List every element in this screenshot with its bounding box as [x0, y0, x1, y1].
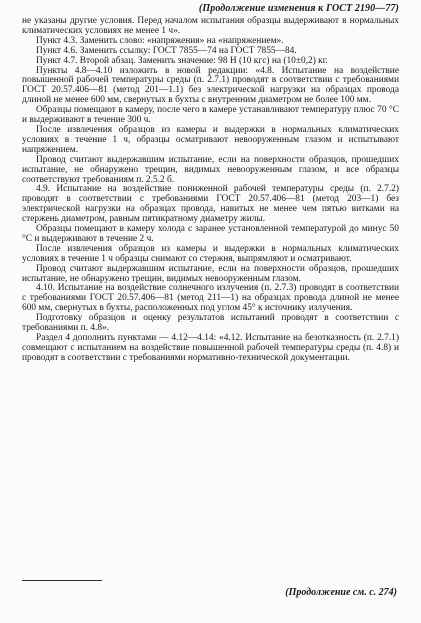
paragraph: не указаны другие условия. Перед началом испытания образцы выдерживают в нормальных климатических условиях не менее 1 ч». [22, 16, 399, 36]
paragraph: Пункт 4.3. Заменить слово: «напряжения» на «напряжением». [36, 35, 284, 46]
paragraph: Пункты 4.8—4.10 изложить в новой редакции: «4.8. Испытание на воздействие повышенной рабочей температуры среды (п. 2.7.1) проводят в соответствии с требованиями ГОСТ 20.57.406—81 (метод 201—1.1) без электрической нагрузки на образцах провода длиной не менее 600 мм, свернутых в бухты с внутренним диаметром не более 100 мм. [22, 65, 399, 106]
paragraph: Образцы помещают в камеру холода с заранее установленной температурой до минус 50 °С и выдерживают в течение 2 ч. [22, 224, 399, 244]
document-body [22, 17, 399, 364]
continuation-header: (Продолжение изменения к ГОСТ 2190—77) [198, 3, 399, 14]
paragraph: Пункт 4.7. Второй абзац. Заменить значение: 98 Н (10 кгс) на (10±0,2) кг. [36, 55, 328, 66]
paragraph: Раздел 4 дополнить пунктами — 4.12—4.14: «4.12. Испытание на безотказность (п. 2.7.1) совмещают с испытанием на воздействие повышенной рабочей температуры среды (п. 4.8) и проводят в соответствии с требованиями нормативно-технической документации. [22, 333, 399, 363]
paragraph: 4.9. Испытание на воздействие пониженной рабочей температуры среды (п. 2.7.2) проводят в соответствии с требованиями ГОСТ 20.57.406—81 (метод 203—1) без электрической нагрузки на образцах провода, навитых не менее чем пятью витками на стержень диаметром, равным пятикратному диаметру жилы. [22, 184, 399, 225]
paragraph: Подготовку образцов и оценку результатов испытаний проводят в соответствии с требованиями п. 4.8». [22, 313, 399, 334]
paragraph: После извлечения образцов из камеры и выдержки в нормальных климатических условиях в течение 1 ч, образцы осматривают невооруженным глазом и испытывают напряжением. [22, 124, 399, 155]
paragraph: Пункт 4.6. Заменить ссылку: ГОСТ 7855—74 на ГОСТ 7855—84. [36, 45, 297, 56]
paragraph: Образцы помещают в камеру, после чего в камере устанавливают температуру плюс 70 °С и выдерживают в течение 300 ч. [22, 105, 399, 126]
paragraph: Провод считают выдержавшим испытание, если на поверхности образцов, прошедших испытание, не обнаружено трещин, видимых невооруженным глазом. [22, 263, 399, 284]
paragraph: После извлечения образцов из камеры и выдержки в нормальных климатических условиях в течение 1 ч образцы снимают со стержня, выпрямляют и осматривают. [22, 243, 399, 264]
footnote-divider [22, 580, 102, 581]
paragraph: Провод считают выдержавшим испытание, если на поверхности образцов, прошедших испытание, не обнаружено трещин, видимых невооруженным глазом, и все образцы соответствуют требованиям п. 2.5.2 б. [22, 154, 399, 185]
continuation-footer: (Продолжение см. с. 274) [285, 587, 397, 598]
paragraph: 4.10. Испытание на воздействие солнечного излучения (п. 2.7.3) проводят в соответствии с требованиями ГОСТ 20.57.406—81 (метод 211—1) на образцах провода длиной не менее 600 мм, свернутых в бухты, расположенных под углом 45° к источнику излучения. [22, 283, 399, 314]
